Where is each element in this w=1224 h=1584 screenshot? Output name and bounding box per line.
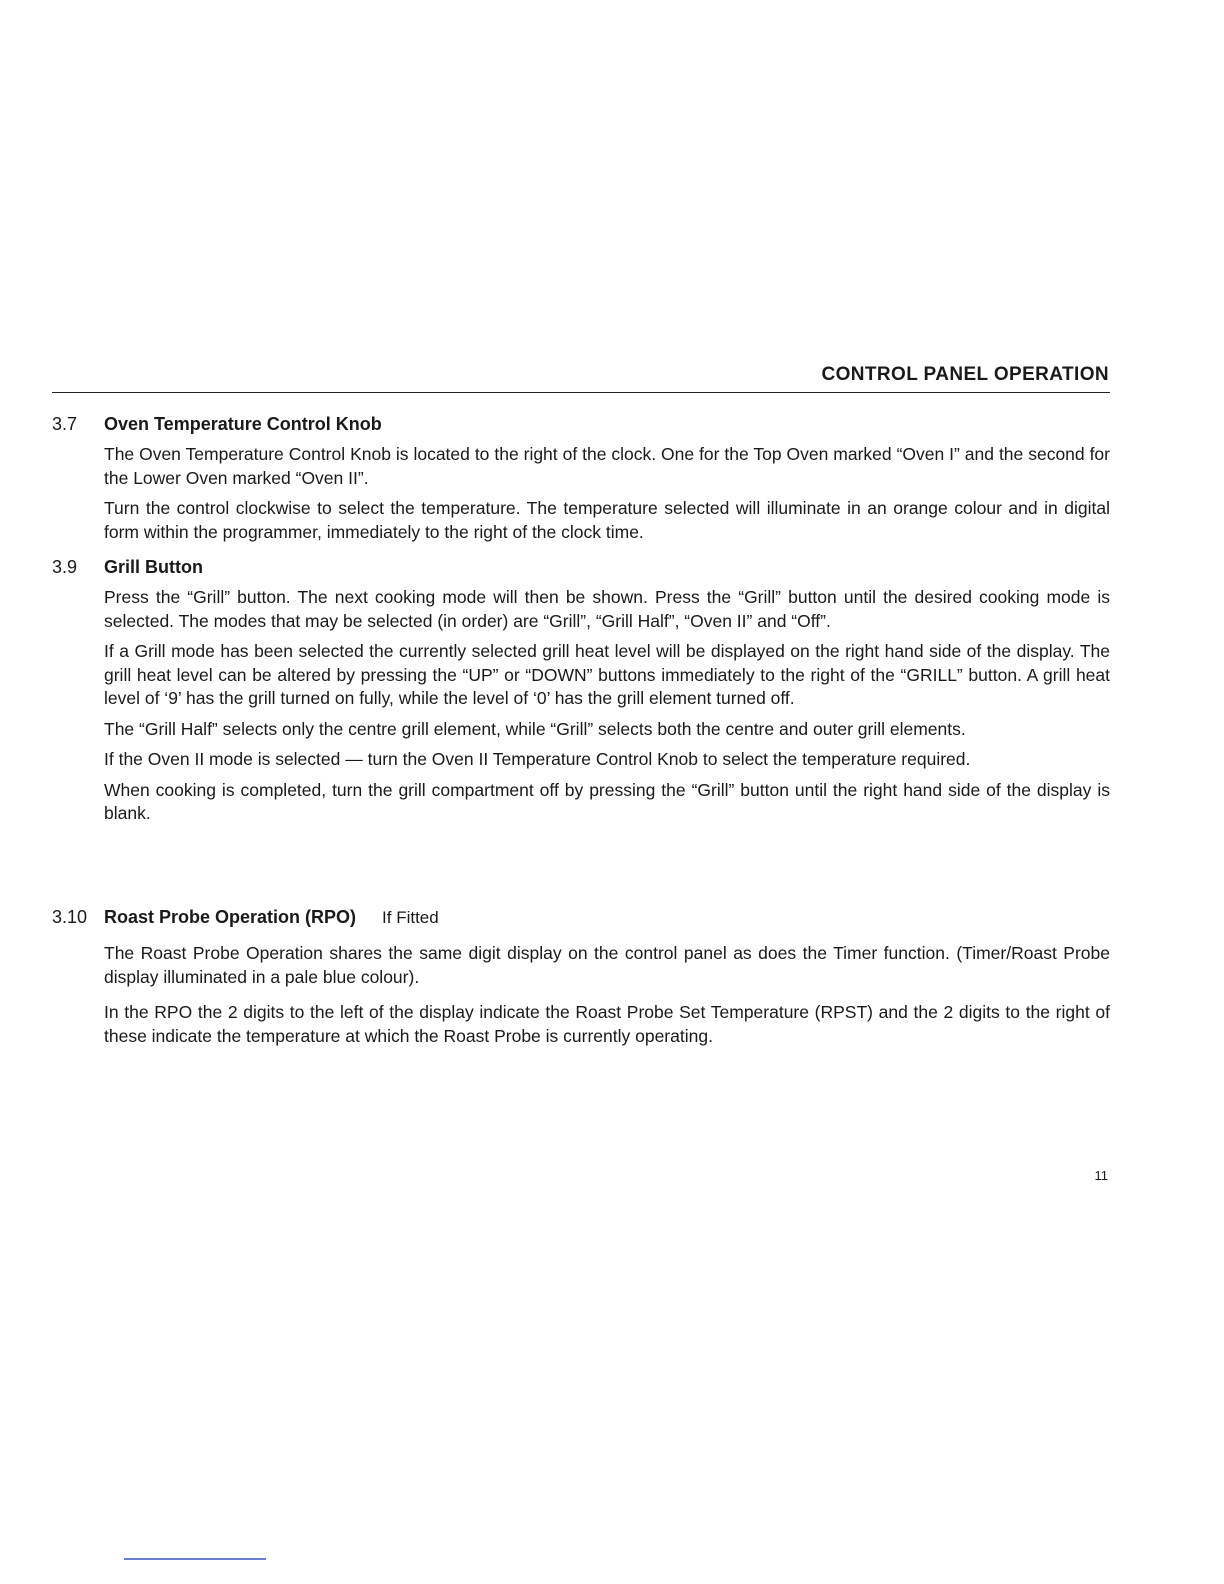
footer-rule [124, 1558, 266, 1560]
section-title: Grill Button [104, 557, 203, 577]
section-number: 3.10 [52, 907, 88, 927]
section-heading [52, 557, 1110, 578]
section-title: Roast Probe Operation (RPO) [104, 907, 357, 927]
paragraph: In the RPO the 2 digits to the left of the display indicate the Roast Probe Set Temperature (RPST) and the 2 digits to the right of these indicate the temperature at which the Roast Probe is currently operating. [104, 1002, 1110, 1046]
section-title: Oven Temperature Control Knob [104, 414, 382, 434]
section-number: 3.9 [52, 557, 78, 577]
section-grill-button [52, 557, 1110, 833]
section-roast-probe-operation [52, 907, 1110, 1055]
page-header-title: CONTROL PANEL OPERATION [821, 364, 1109, 385]
paragraph: If the Oven II mode is selected — turn the Oven II Temperature Control Knob to select the temperature required. [104, 749, 971, 769]
paragraph: Press the “Grill” button. The next cooking mode will then be shown. Press the “Grill” button until the desired cooking mode is selected. The modes that may be selected (in order) are “Grill”, “Grill Half”, “Oven II” and “Off”. [104, 587, 1110, 631]
paragraph: The “Grill Half” selects only the centre grill element, while “Grill” selects both the centre and outer grill elements. [104, 718, 966, 739]
paragraph: If a Grill mode has been selected the currently selected grill heat level will be displayed on the right hand side of the display. The grill heat level can be altered by pressing the “UP” or “DOWN” buttons immediately to the right of the “GRILL” button. A grill heat level of ‘9’ has the grill turned on fully, while the level of ‘0’ has the grill element turned off. [104, 641, 1110, 708]
paragraph: The Roast Probe Operation shares the same digit display on the control panel as does the Timer function. (Timer/Roast Probe display illuminated in a pale blue colour). [104, 943, 1110, 987]
section-heading [52, 907, 1110, 928]
paragraph: When cooking is completed, turn the grill compartment off by pressing the “Grill” button until the right hand side of the display is blank. [104, 779, 1110, 823]
page-number: 11 [1094, 1168, 1108, 1183]
paragraph: Turn the control clockwise to select the temperature. The temperature selected will illuminate in an orange colour and in digital form within the programmer, immediately to the right of the clock time. [104, 498, 1110, 542]
section-note: If Fitted [382, 908, 439, 927]
paragraph: The Oven Temperature Control Knob is located to the right of the clock. One for the Top Oven marked “Oven I” and the second for the Lower Oven marked “Oven II”. [104, 444, 1110, 488]
section-number: 3.7 [52, 414, 78, 434]
section-heading [52, 414, 1110, 435]
header-rule [52, 392, 1110, 393]
section-oven-temperature-control-knob [52, 414, 1110, 551]
